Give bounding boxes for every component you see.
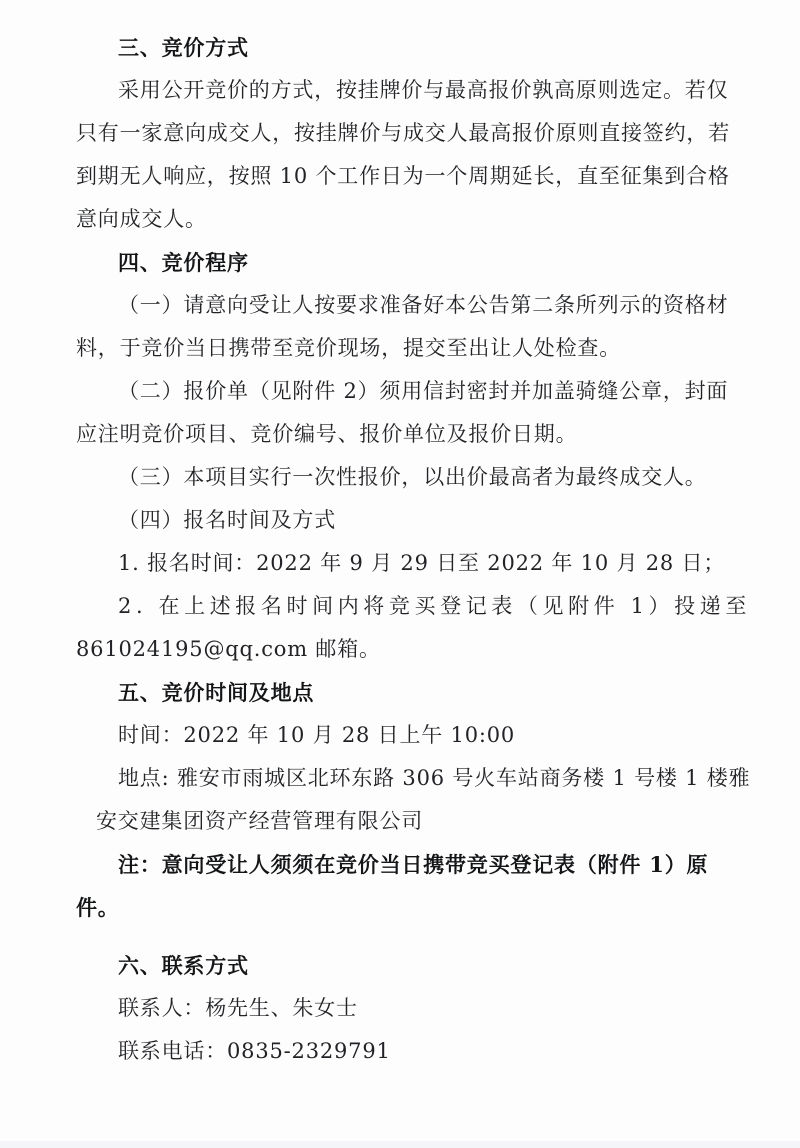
text-line: 意向成交人。 [76,207,207,231]
text-line: 2. 在上述报名时间内将竞买登记表（见附件 1）投递至 [118,594,751,618]
text-line: 到期无人响应，按照 10 个工作日为一个周期延长，直至征集到合格 [76,164,730,188]
text-line: （一）请意向受让人按要求准备好本公告第二条所列示的资格材 [118,293,729,317]
document-body [76,26,750,1073]
text-line: 联系人：杨先生、朱女士 [118,996,358,1020]
text-line: 联系电话：0835-2329791 [118,1039,391,1063]
heading-line: 件。 [76,895,120,920]
heading-line: 四、竞价程序 [118,250,249,275]
text-line: 时间：2022 年 10 月 28 日上午 10:00 [118,723,516,747]
text-line: 只有一家意向成交人，按挂牌价与成交人最高报价原则直接签约，若 [76,121,730,145]
text-line: 安交建集团资产经营管理有限公司 [96,809,423,833]
text-line: 861024195@qq.com 邮箱。 [76,637,381,661]
text-line: 采用公开竞价的方式，按挂牌价与最高报价孰高原则选定。若仅 [118,78,729,102]
page-bottom-strip [0,1141,800,1148]
text-line: （四）报名时间及方式 [118,508,336,532]
text-line: （二）报价单（见附件 2）须用信封密封并加盖骑缝公章，封面 [118,379,729,403]
heading-line: 五、竞价时间及地点 [118,680,315,705]
heading-line: 注：意向受让人须须在竞价当日携带竞买登记表（附件 1）原 [118,852,709,877]
text-line: （三）本项目实行一次性报价，以出价最高者为最终成交人。 [118,465,707,489]
text-line: 1. 报名时间：2022 年 9 月 29 日至 2022 年 10 月 28 日； [118,551,726,575]
text-line: 料，于竞价当日携带至竞价现场，提交至出让人处检查。 [76,336,621,360]
text-line: 地点: 雅安市雨城区北环东路 306 号火车站商务楼 1 号楼 1 楼雅 [118,766,751,790]
heading-line: 六、联系方式 [118,953,249,978]
heading-line: 三、竞价方式 [118,35,249,60]
text-line: 应注明竞价项目、竞价编号、报价单位及报价日期。 [76,422,578,446]
